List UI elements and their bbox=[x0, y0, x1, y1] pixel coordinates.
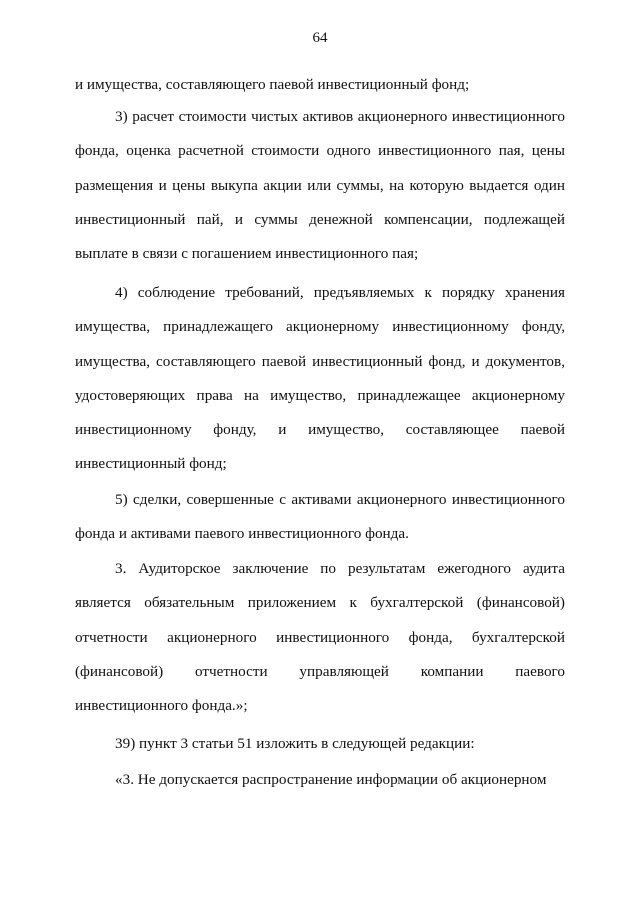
paragraph-item-39: 39) пункт 3 статьи 51 изложить в следующей редакции: bbox=[115, 735, 475, 752]
paragraph-item-3: 3) расчет стоимости чистых активов акционерного инвестиционного фонда, оценка расчетной стоимости одного инвестиционного пая, цены размещения и цены выкупа акции или суммы, на которую выдается один инвестиционный пай, и суммы денежной компенсации, подлежащей выплате в связи с погашением инвестиционного пая; bbox=[75, 108, 565, 263]
page-number: 64 bbox=[312, 30, 328, 46]
paragraph-clause-3: 3. Аудиторское заключение по результатам ежегодного аудита является обязательным приложением к бухгалтерской (финансовой) отчетности акционерного инвестиционного фонда, бухгалтерской (финансовой) отчетности управляющей компании паевого инвестиционного фонда.»; bbox=[75, 560, 565, 715]
paragraph-item-5: 5) сделки, совершенные с активами акционерного инвестиционного фонда и активами паевого инвестиционного фонда. bbox=[75, 491, 565, 543]
paragraph-quote-start: «3. Не допускается распространение информации об акционерном bbox=[115, 771, 547, 788]
paragraph-item-4: 4) соблюдение требований, предъявляемых к порядку хранения имущества, принадлежащего акционерному инвестиционному фонду, имущества, составляющего паевой инвестиционный фонд, и документов, удостоверяющих права на имущество, принадлежащее акционерному инвестиционному фонду, и имущество, составляющее паевой инвестиционный фонд; bbox=[75, 284, 565, 473]
paragraph-continuation: и имущества, составляющего паевой инвестиционный фонд; bbox=[75, 76, 470, 93]
